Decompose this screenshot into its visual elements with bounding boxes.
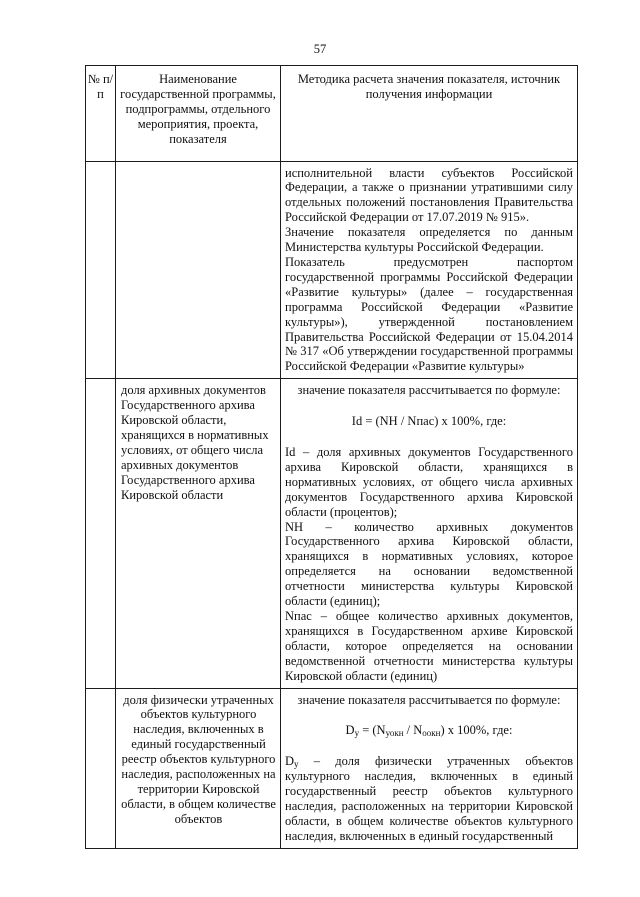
row1-method-p2: Значение показателя определяется по данным Министерства культуры Российской Федерации. xyxy=(285,225,573,255)
row2-num xyxy=(86,379,116,688)
row3-formula: $D_у = (N_{уокн} / N_{оокн})$ х 100%, где: xyxy=(345,723,513,739)
row2-method xyxy=(281,379,578,688)
row3-def-du: $D_у$ – доля физически утраченных объектов культурного наследия, включенных в единый государственный реестр объектов культурного наследия, расположенных на территории Кировской области, в общем количестве объектов культурного наследия, включенных в единый государственный xyxy=(285,754,573,843)
methodology-table xyxy=(85,65,578,849)
row2-formula: Id = (NH / Nпас) х 100%, где: xyxy=(351,414,507,429)
header-method: Методика расчета значения показателя, источник получения информации xyxy=(281,66,578,162)
row2-indicator-name: доля архивных документов Государственного архива Кировской области, хранящихся в нормативных условиях, от общего числа архивных документов Государственного архива Кировской области xyxy=(121,383,269,502)
row3-indicator-name: доля физически утраченных объектов культурного наследия, включенных в единый государственный реестр объектов культурного наследия, расположенных на территории Кировской области, в общем количестве объектов xyxy=(121,692,276,826)
row2-name-cell xyxy=(116,379,281,688)
row2-def-nh: NH – количество архивных документов Государственного архива Кировской области, хранящихся в нормативных условиях, которое определяется на основании ведомственной отчетности министерства культуры Кировской области (единиц); xyxy=(285,519,573,609)
page-number: 57 xyxy=(313,42,327,56)
table-row xyxy=(86,161,578,379)
row1-method-p3: Показатель предусмотрен паспортом государственной программы Российской Федерации «Развитие культуры» (далее – государственная программа Российской Федерации «Развитие культуры»), утвержденной постановлением Правительства Российской Федерации от 15.04.2014 № 317 «Об утверждении государственной программы Российской Федерации «Развитие культуры» xyxy=(285,254,573,374)
row2-def-id: Id – доля архивных документов Государственного архива Кировской области, хранящихся в нормативных условиях, от общего числа архивных документов Государственного архива Кировской области (процентов); xyxy=(285,445,573,519)
table-row xyxy=(86,688,578,848)
row1-num xyxy=(86,161,116,379)
row1-method-p1: исполнительной власти субъектов Российской Федерации, а также о признании утратившими силу отдельных положений постановления Правительства Российской Федерации от 17.07.2019 № 915». xyxy=(285,165,573,225)
row1-method xyxy=(281,161,578,379)
row3-method xyxy=(281,688,578,848)
row1-name xyxy=(116,161,281,379)
table-row xyxy=(86,379,578,688)
row2-intro: значение показателя рассчитывается по формуле: xyxy=(297,383,561,398)
header-name: Наименование государственной программы, подпрограммы, отдельного мероприятия, проекта, показателя xyxy=(116,66,281,162)
header-num: № п/п xyxy=(86,66,116,162)
row3-name-cell xyxy=(116,688,281,848)
row3-intro: значение показателя рассчитывается по формуле: xyxy=(297,692,561,707)
row3-num xyxy=(86,688,116,848)
table-header-row xyxy=(86,66,578,162)
row2-def-npas: Nпас – общее количество архивных документов, хранящихся в Государственном архиве Кировской области, которое определяется на основании ведомственной отчетности министерства культуры Кировской области (единиц) xyxy=(285,609,573,683)
